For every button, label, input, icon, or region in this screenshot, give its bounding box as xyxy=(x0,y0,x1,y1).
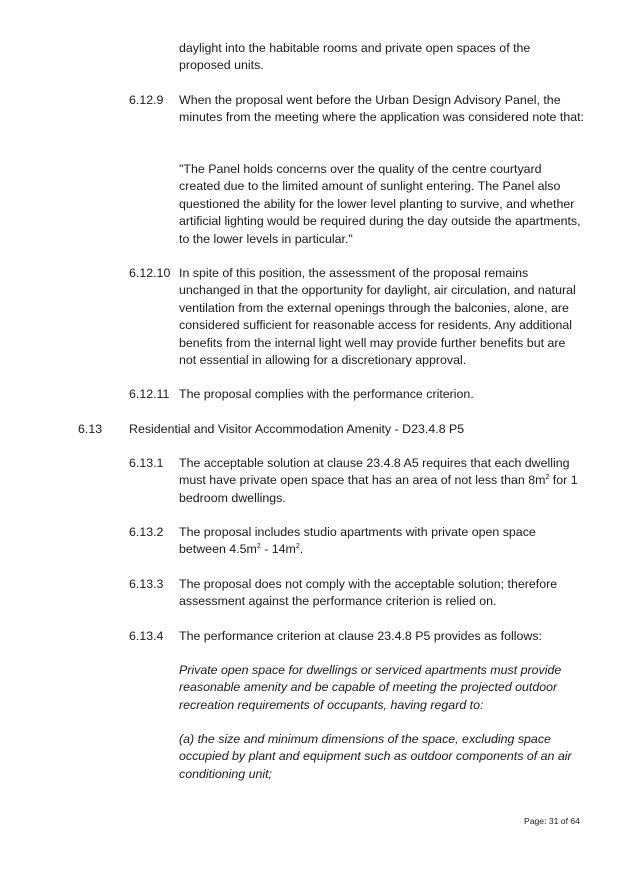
intro-paragraph: daylight into the habitable rooms and private open spaces of the proposed units. xyxy=(179,41,531,73)
section-number-6-13-1: 6.13.1 xyxy=(129,456,164,470)
paragraph-6-13-1-part-a: The acceptable solution at clause 23.4.8 A5 requires that each dwelling must have private open space that has an area of not less than 8m xyxy=(179,456,570,488)
superscript-2b: 2 xyxy=(295,543,300,551)
paragraph-6-13-2-part-c: . xyxy=(299,542,304,557)
paragraph-6-12-10: In spite of this position, the assessment of the proposal remains unchanged in that the opportunity for daylight, air circulation, and natural ventilation from the external openings through the balconies, alone, are considered sufficient for reasonable access for residents. Any additional benefits from the internal light well may provide further benefits but are not essential in allowing for a discretionary approval. xyxy=(179,266,576,368)
superscript-2a: 2 xyxy=(256,543,261,551)
paragraph-6-13-2 xyxy=(179,524,584,559)
criterion-text: Private open space for dwellings or serviced apartments must provide reasonable amenity and be capable of meeting the projected outdoor recreation requirements of occupants, having regard to: xyxy=(179,663,562,712)
section-number-6-13-3: 6.13.3 xyxy=(129,577,164,591)
paragraph-6-13-2-part-a: The proposal includes studio apartments with private open space between 4.5m xyxy=(179,525,536,557)
criterion-item-a: (a) the size and minimum dimensions of the space, excluding space occupied by plant and equipment such as outdoor components of an air conditioning unit; xyxy=(179,732,572,781)
page-number: Page: 31 of 64 xyxy=(524,816,580,826)
section-number-6-12-9: 6.12.9 xyxy=(129,93,164,107)
section-number-6-13-2: 6.13.2 xyxy=(129,525,164,539)
superscript-2: 2 xyxy=(545,474,550,482)
paragraph-6-13-1-part-b: for 1 bedroom dwellings. xyxy=(179,473,578,505)
section-number-6-12-11: 6.12.11 xyxy=(129,387,170,401)
paragraph-6-12-11: The proposal complies with the performance criterion. xyxy=(179,387,474,401)
section-number-6-12-10: 6.12.10 xyxy=(129,266,171,280)
paragraph-6-13-3: The proposal does not comply with the acceptable solution; therefore assessment against the performance criterion is relied on. xyxy=(179,577,558,609)
paragraph-6-13-1 xyxy=(179,455,584,507)
section-number-6-13-4: 6.13.4 xyxy=(129,629,164,643)
paragraph-6-13-2-part-b: - 14m xyxy=(260,542,296,557)
quote-6-12-9: "The Panel holds concerns over the quality of the centre courtyard created due to the limited amount of sunlight entering. The Panel also questioned the ability for the lower level planting to survive, and whether artificial lighting would be required during the day outside the apartments, to the lower levels in particular." xyxy=(179,162,581,246)
section-heading-6-13: Residential and Visitor Accommodation Amenity - D23.4.8 P5 xyxy=(129,422,465,436)
section-number-6-13: 6.13 xyxy=(78,422,103,436)
paragraph-6-13-4: The performance criterion at clause 23.4.8 P5 provides as follows: xyxy=(179,629,542,643)
paragraph-6-12-9: When the proposal went before the Urban Design Advisory Panel, the minutes from the meeting where the application was considered note that: xyxy=(179,93,584,125)
